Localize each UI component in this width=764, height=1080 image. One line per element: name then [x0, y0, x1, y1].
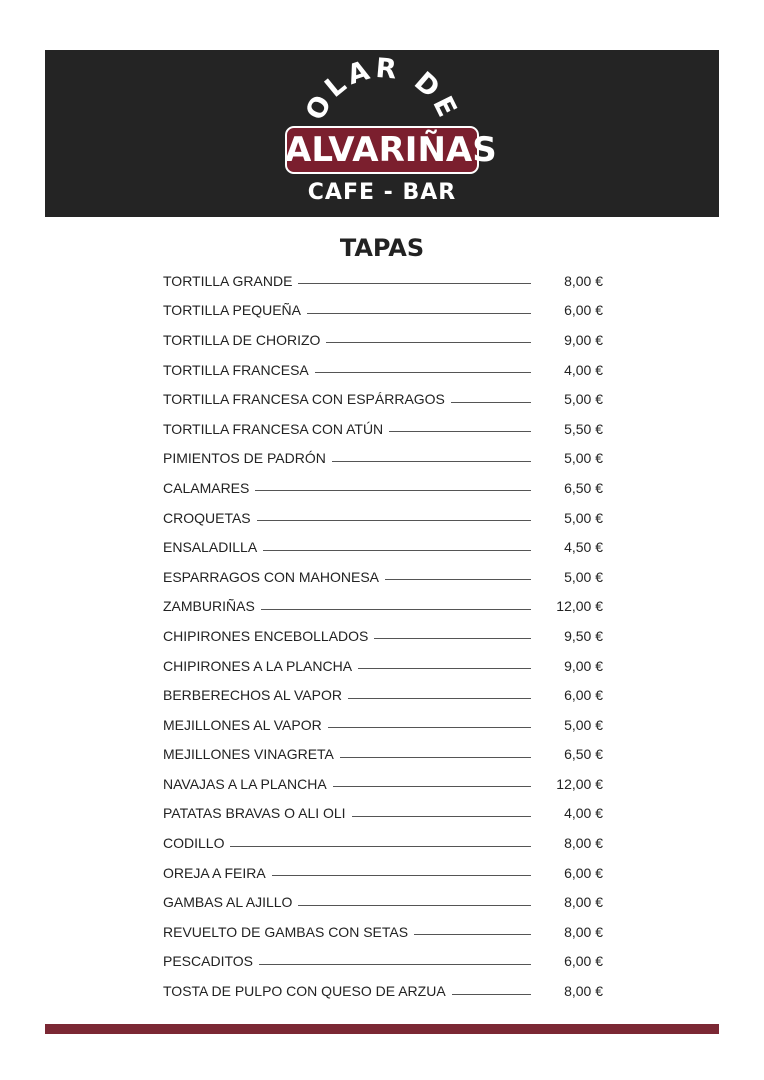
item-price: 4,00 € — [564, 805, 603, 822]
dotted-leader — [263, 550, 531, 551]
footer-bar — [45, 1024, 719, 1034]
item-price: 6,00 € — [564, 953, 603, 970]
dotted-leader — [451, 402, 531, 403]
item-price: 8,00 € — [564, 983, 603, 1000]
menu-item — [163, 355, 603, 385]
item-price: 5,00 € — [564, 509, 603, 526]
dotted-leader — [385, 579, 531, 580]
item-price: 6,00 € — [564, 302, 603, 319]
menu-item — [163, 444, 603, 474]
item-price: 6,00 € — [564, 687, 603, 704]
item-price: 4,50 € — [564, 539, 603, 556]
item-name: PESCADITOS — [163, 953, 253, 970]
dotted-leader — [315, 372, 531, 373]
item-price: 5,00 € — [564, 391, 603, 408]
item-price: 4,00 € — [564, 361, 603, 378]
menu-item — [163, 532, 603, 562]
dotted-leader — [333, 786, 531, 787]
item-name: TORTILLA DE CHORIZO — [163, 331, 321, 348]
menu-item — [163, 917, 603, 947]
item-name: BERBERECHOS AL VAPOR — [163, 687, 342, 704]
dotted-leader — [352, 816, 531, 817]
item-price: 9,00 € — [564, 331, 603, 348]
item-name: TORTILLA FRANCESA CON ESPÁRRAGOS — [163, 391, 445, 408]
item-price: 12,00 € — [556, 775, 603, 792]
item-price: 9,00 € — [564, 657, 603, 674]
menu-item — [163, 976, 603, 1006]
menu-item — [163, 887, 603, 917]
dotted-leader — [259, 964, 531, 965]
item-name: CALAMARES — [163, 479, 250, 496]
menu-item — [163, 473, 603, 503]
menu-item — [163, 947, 603, 977]
menu-item — [163, 769, 603, 799]
menu-item — [163, 325, 603, 355]
header-banner — [45, 50, 719, 217]
logo-subtitle: CAFE - BAR — [307, 180, 457, 205]
item-price: 5,50 € — [564, 420, 603, 437]
logo-name: ALVARIÑAS — [285, 130, 497, 170]
item-name: PIMIENTOS DE PADRÓN — [163, 450, 326, 467]
dotted-leader — [358, 668, 531, 669]
item-name: PATATAS BRAVAS O ALI OLI — [163, 805, 346, 822]
menu-item — [163, 799, 603, 829]
item-price: 5,00 € — [564, 568, 603, 585]
dotted-leader — [298, 905, 531, 906]
item-price: 8,00 € — [564, 894, 603, 911]
item-name: ENSALADILLA — [163, 539, 258, 556]
dotted-leader — [272, 875, 531, 876]
item-name: TORTILLA FRANCESA CON ATÚN — [163, 420, 384, 437]
menu-item — [163, 414, 603, 444]
menu-item — [163, 592, 603, 622]
item-name: ESPARRAGOS CON MAHONESA — [163, 568, 380, 585]
item-name: REVUELTO DE GAMBAS CON SETAS — [163, 923, 409, 940]
dotted-leader — [340, 757, 531, 758]
dotted-leader — [298, 283, 531, 284]
menu-title: TAPAS — [339, 234, 425, 262]
item-name: TORTILLA PEQUEÑA — [163, 302, 301, 319]
item-price: 6,50 € — [564, 746, 603, 763]
item-name: CROQUETAS — [163, 509, 251, 526]
dotted-leader — [257, 520, 531, 521]
menu-item — [163, 740, 603, 770]
item-price: 6,00 € — [564, 864, 603, 881]
item-price: 5,00 € — [564, 450, 603, 467]
item-name: TORTILLA FRANCESA — [163, 361, 309, 378]
menu-item — [163, 680, 603, 710]
logo-arc-text: OLAR DE — [299, 52, 465, 126]
dotted-leader — [255, 490, 531, 491]
item-price: 8,00 € — [564, 272, 603, 289]
item-name: TORTILLA GRANDE — [163, 272, 293, 289]
item-price: 5,00 € — [564, 716, 603, 733]
item-price: 8,00 € — [564, 923, 603, 940]
item-name: MEJILLONES VINAGRETA — [163, 746, 334, 763]
menu-item — [163, 266, 603, 296]
item-name: CODILLO — [163, 835, 225, 852]
item-name: TOSTA DE PULPO CON QUESO DE ARZUA — [163, 983, 446, 1000]
item-price: 12,00 € — [556, 598, 603, 615]
menu-item — [163, 710, 603, 740]
item-name: NAVAJAS A LA PLANCHA — [163, 775, 327, 792]
menu-item — [163, 296, 603, 326]
item-price: 6,50 € — [564, 479, 603, 496]
item-name: ZAMBURIÑAS — [163, 598, 255, 615]
menu-item — [163, 503, 603, 533]
dotted-leader — [348, 698, 531, 699]
dotted-leader — [414, 934, 531, 935]
menu-item — [163, 384, 603, 414]
item-name: MEJILLONES AL VAPOR — [163, 716, 322, 733]
item-price: 8,00 € — [564, 835, 603, 852]
item-name: CHIPIRONES ENCEBOLLADOS — [163, 627, 369, 644]
dotted-leader — [261, 609, 531, 610]
dotted-leader — [326, 342, 531, 343]
menu-item — [163, 651, 603, 681]
dotted-leader — [328, 727, 531, 728]
dotted-leader — [332, 461, 531, 462]
menu-item — [163, 621, 603, 651]
item-name: GAMBAS AL AJILLO — [163, 894, 293, 911]
dotted-leader — [389, 431, 531, 432]
dotted-leader — [307, 313, 531, 314]
menu-item — [163, 562, 603, 592]
dotted-leader — [230, 846, 531, 847]
item-price: 9,50 € — [564, 627, 603, 644]
dotted-leader — [452, 994, 531, 995]
menu-item — [163, 858, 603, 888]
menu-list — [163, 266, 603, 1006]
dotted-leader — [374, 638, 531, 639]
item-name: CHIPIRONES A LA PLANCHA — [163, 657, 353, 674]
item-name: OREJA A FEIRA — [163, 864, 266, 881]
menu-item — [163, 828, 603, 858]
